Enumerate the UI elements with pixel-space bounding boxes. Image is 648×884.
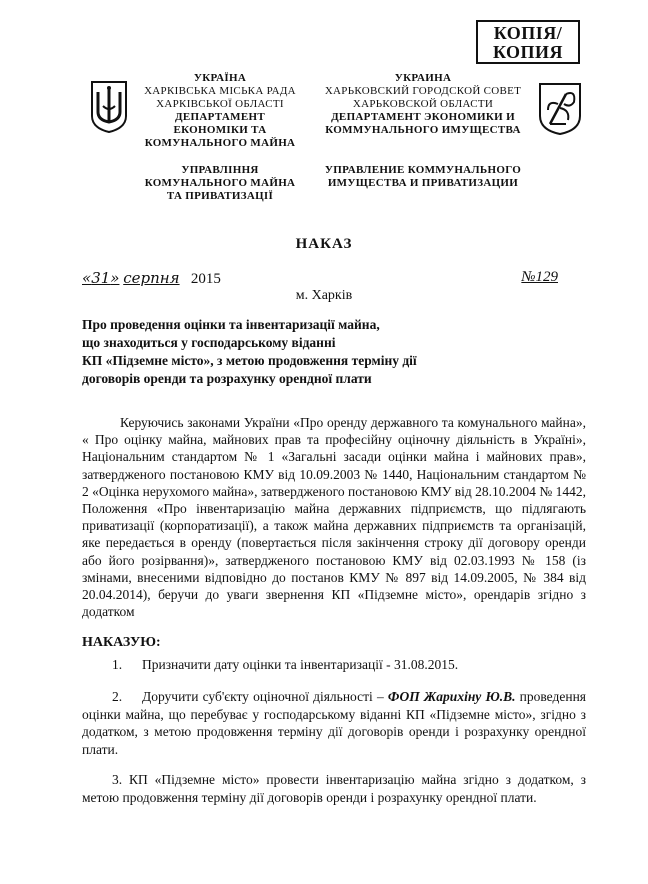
subject-line-2: що знаходиться у господарському віданні: [82, 335, 336, 350]
country-ru: УКРАИНА: [394, 72, 452, 84]
number-value: 129: [535, 269, 558, 285]
order-item-3: [82, 771, 586, 806]
item-number: 2.: [112, 689, 123, 704]
preamble-text: Керуючись законами України «Про оренду державного та комунального майна», « Про оцінку майна, майнових прав та професійну оціночну діяльність в Україні», Національним стандартом № 1 «Загальні засади оцінки майна і майнових прав», затвердженого постановою КМУ від 10.09.2003 № 1440, Національним стандартом № 2 «Оцінка нерухомого майна», затвердженого постановою КМУ від 28.10.2004 № 1442, Положення «Про інвентаризацію майна державних підприємств, що підлягають приватизації (корпоратизації), а також майна державних підприємств та організацій, яке передається в оренду (повертається після закінчення строку дії договору оренди або його розірвання)», затвердженого постановою КМУ від 02.03.1993 № 158 (із змінами, внесеними відповідно до постанов КМУ № 897 від 14.09.2005, № 384 від 20.04.2014), беручи до уваги звернення КП «Підземне місто», орендарів згідно з додатком: [82, 415, 586, 620]
appraiser-name: ФОП Жарихіну Ю.В.: [387, 689, 516, 704]
date-year: 2015: [190, 271, 221, 287]
header-russian: [318, 72, 528, 190]
item-text-before: Доручити суб'єкту оціночної діяльності –: [142, 689, 388, 704]
subject-line-4: договорів оренди та розрахунку орендної плати: [82, 371, 372, 386]
date-month: серпня: [123, 269, 180, 287]
council-ua-line-2: ХАРКІВСЬКОЇ ОБЛАСТІ: [156, 98, 284, 110]
order-item-1: [82, 656, 586, 674]
trident-emblem-icon: [90, 80, 128, 134]
dept-ru-line-1: ДЕПАРТАМЕНТ ЭКОНОМИКИ И: [331, 111, 515, 123]
dept-ua-line-2: ЕКОНОМІКИ ТА: [173, 124, 267, 136]
document-number: [521, 269, 558, 286]
dept-ru-line-2: КОММУНАЛЬНОГО ИМУЩЕСТВА: [325, 124, 521, 136]
dept-ua-line-1: ДЕПАРТАМЕНТ: [175, 111, 265, 123]
order-item-2: [82, 688, 586, 758]
council-ru-line-2: ХАРЬКОВСКОЙ ОБЛАСТИ: [352, 98, 494, 110]
item-text: КП «Підземне місто» провести інвентаризацію майна згідно з додатком, з метою продовження терміну дії договорів оренди і розрахунку орендної плати.: [82, 772, 587, 805]
document-title: НАКАЗ: [295, 236, 353, 252]
copy-stamp: [476, 20, 580, 64]
document-date: [82, 269, 221, 288]
header-ukrainian: [140, 72, 300, 203]
preamble: [82, 414, 586, 620]
subject-line-3: КП «Підземне місто», з метою продовження терміну дії: [82, 353, 417, 368]
number-prefix: №: [521, 269, 536, 285]
admin-ru-line-1: УПРАВЛЕНИЕ КОММУНАЛЬНОГО: [324, 164, 522, 176]
date-day: 31: [91, 269, 111, 287]
admin-ua-line-1: УПРАВЛІННЯ: [181, 164, 259, 176]
council-ua-line-1: ХАРКІВСЬКА МІСЬКА РАДА: [144, 85, 296, 97]
item-number: 3.: [112, 772, 123, 787]
subject-line-1: Про проведення оцінки та інвентаризації майна,: [82, 317, 380, 332]
item-text: Призначити дату оцінки та інвентаризації - 31.08.2015.: [142, 657, 459, 672]
country-ua: УКРАЇНА: [193, 72, 247, 84]
stamp-line-1: КОПІЯ/: [493, 23, 563, 43]
order-heading: НАКАЗУЮ:: [82, 635, 161, 650]
stamp-line-2: КОПИЯ: [492, 42, 564, 62]
item-text-after: проведення оцінки майна, що перебуває у господарському віданні КП «Підземне місто», згідно з додатком, з метою продовження терміну дії договорів оренди і розрахунку орендної плати.: [82, 689, 586, 757]
council-ru-line-1: ХАРЬКОВСКИЙ ГОРОДСКОЙ СОВЕТ: [324, 85, 522, 97]
kharkiv-emblem-icon: [536, 80, 584, 136]
item-number: 1.: [112, 657, 123, 672]
dept-ua-line-3: КОМУНАЛЬНОГО МАЙНА: [144, 137, 296, 149]
date-quote-close: »: [110, 269, 120, 287]
admin-ru-line-2: ИМУЩЕСТВА И ПРИВАТИЗАЦИИ: [327, 177, 519, 189]
city: м. Харків: [295, 288, 353, 303]
admin-ua-line-2: КОМУНАЛЬНОГО МАЙНА: [144, 177, 296, 189]
date-quote-open: «: [82, 269, 92, 287]
order-subject: [82, 316, 482, 388]
admin-ua-line-3: ТА ПРИВАТИЗАЦІЇ: [166, 190, 274, 202]
